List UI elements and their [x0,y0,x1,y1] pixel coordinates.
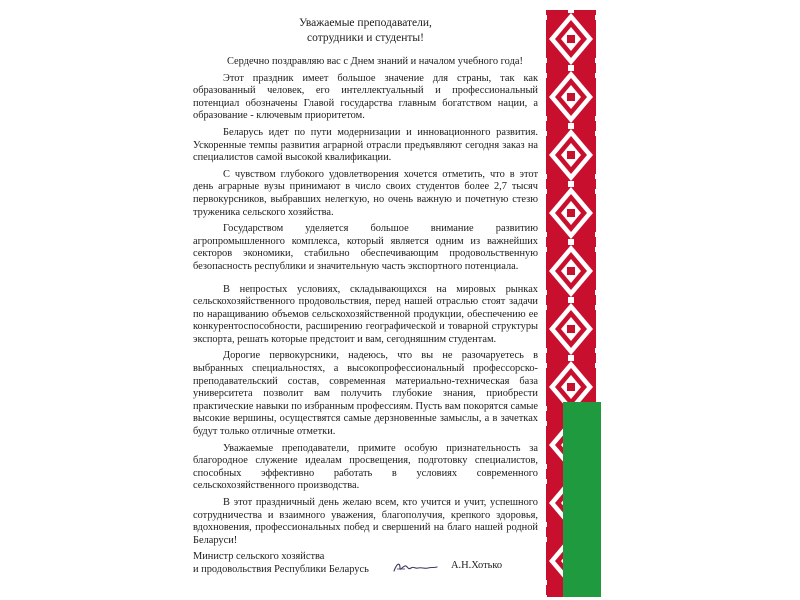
position-line-2: и продовольствия Республики Беларусь [193,563,369,575]
paragraph-greeting: Сердечно поздравляю вас с Днем знаний и началом учебного года! [227,56,523,67]
letter-heading [193,16,538,45]
letter-body [193,16,538,551]
position-line-1: Министр сельского хозяйства [193,551,325,562]
paragraph-first-year: С чувством глубокого удовлетворения хочется отметить, что в этот день аграрные вузы принимают в число своих студентов более 2,7 тысяч первокурсников, выбравших нелегкую, но очень важную и почетную стезю труженика сельского хозяйства. [193,168,538,218]
paragraph-modernization: Беларусь идет по пути модернизации и инновационного развития. Ускоренные темпы развития аграрной отрасли предъявляют сегодня заказ на специалистов самой высокой квалификации. [193,126,538,164]
signatory-position [193,551,413,576]
paragraph-holiday: Этот праздник имеет большое значение для страны, так как образованный человек, его интеллектуальный и профессиональный потенциал обозначены Главой государства главным богатством нации, а образование - ключевым приоритетом. [193,72,538,122]
signatory-name: А.Н.Хотько [451,560,503,571]
heading-line-1: Уважаемые преподаватели, [299,17,432,29]
paragraph-freshmen: Дорогие первокурсники, надеюсь, что вы не разочаруетесь в выбранных специальностях, а высокопрофессиональный профессорско-преподавательский состав, современная материально-техническая база университета позволит вам получить глубокие знания, приобрести практические навыки по избранным профессиям. Пусть вам покорятся самые высокие вершины, осуществятся самые дерзновенные замыслы, а в зачетках будут только отличные отметки. [193,350,538,438]
belarusian-ornament-stripe [541,10,601,597]
flag-green-band [563,402,601,597]
paragraph-markets: В непростых условиях, складывающихся на мировых рынках сельскохозяйственного продовольствия, перед нашей отраслью стоят задачи по наращиванию объемов сельскохозяйственной продукции, обеспечению ее конкурентоспособности, расширению географической и товарной структуры экспорта, решать которые предстоит и вам, сегодняшним студентам. [193,283,538,345]
paragraph-teachers: Уважаемые преподаватели, примите особую признательность за благородное служение идеалам просвещения, подготовку специалистов, способных эффективно работать в условиях современного сельскохозяйственного производства. [193,442,538,492]
paragraph-agro-complex: Государством уделяется большое внимание развитию агропромышленного комплекса, который является одним из важнейших секторов экономики, стабильно обеспечивающим продовольственную безопасность республики и значительную часть экспортного потенциала. [193,223,538,272]
heading-line-2: сотрудники и студенты! [307,31,424,44]
handwritten-signature-icon [391,559,439,575]
paragraph-wishes: В этот праздничный день желаю всем, кто учится и учит, успешного сотрудничества и взаимного уважения, благополучия, крепкого здоровья, вдохновения, профессиональных побед и свершений на благо нашей родной Беларуси! [193,497,538,546]
